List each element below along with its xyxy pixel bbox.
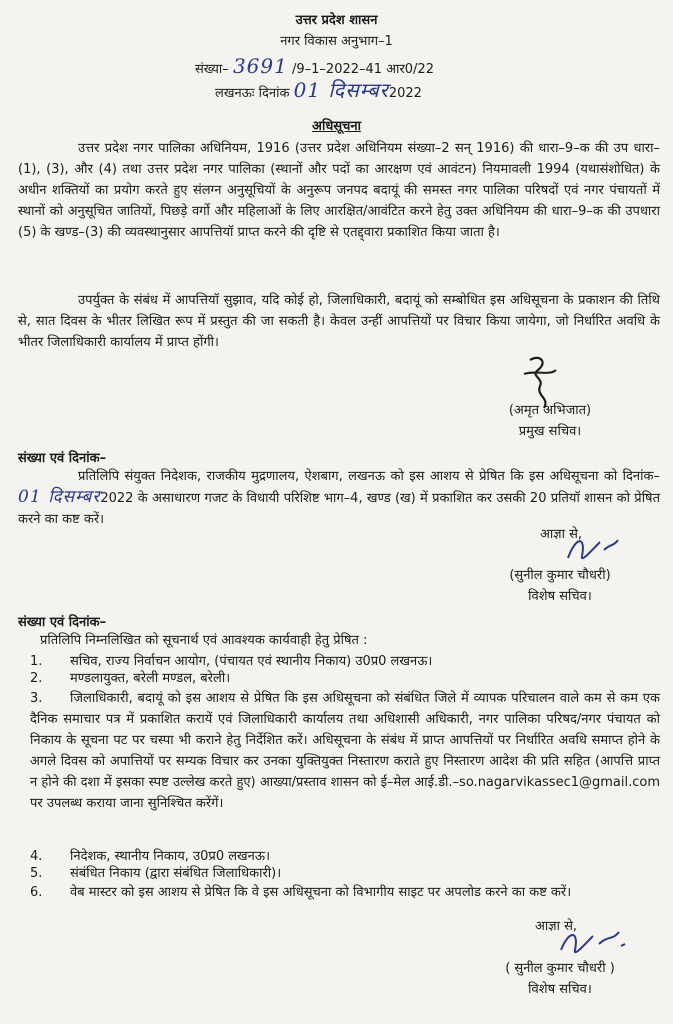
handwritten-date: 01 दिसम्बर <box>293 78 389 102</box>
list-item: 4. निदेशक, स्थानीय निकाय, उ0प्र0 लखनऊ। <box>30 849 271 864</box>
signature-mark <box>555 920 635 960</box>
copy1-by-order: आज्ञा से, <box>540 527 583 542</box>
signature-special-secretary-2 <box>555 920 635 960</box>
header-line-1: उत्तर प्रदेश शासन <box>295 13 378 28</box>
signatory-name: ( सुनील कुमार चौधरी ) <box>505 961 615 976</box>
notice-paragraph-2: उपर्युक्त के संबंध में आपत्तियॉ सुझाव, यदि कोई हो, जिलाधिकारी, बदायूं को सम्बोधित इस अधिसूचना के प्रकाशन की तिथि से, सात दिवस के भीतर लिखित रूप में प्रस्तुत की जा सकती है। केवल उन्हीं आपत्तियों पर विचार किया जायेगा, जो निर्धारित अवधि के भीतर जिलाधिकारी कार्यालय में प्राप्त होंगी। <box>18 293 660 350</box>
list-item: 2. मण्डलायुक्त, बरेली मण्डल, बरेली। <box>30 671 231 686</box>
signatory-title: प्रमुख सचिव। <box>518 424 582 439</box>
copy1-paragraph: प्रतिलिपि संयुक्त निदेशक, राजकीय मुद्रणालय, ऐशबाग, लखनऊ को इस आशय से प्रेषित कि इस अधिसूचना को दिनांक–01 दिसम्बर2022 के असाधारण गजट के विधायी परिशिष्ट भाग–4, खण्ड (ख) में प्रकाशित कर उसकी 20 प्रतियॉ शासन को प्रेषित करने का कष्ट करें। <box>18 469 660 527</box>
list-item: 3. जिलाधिकारी, बदायूं को इस आशय से प्रेषित कि इस अधिसूचना को संबंधित जिले में व्यापक परिचालन वाले कम से कम एक दैनिक समाचार पत्र में प्रकाशित करायें एवं जिलाधिकारी कार्यालय तथा अधिशासी अधिकारी, नगर पालिका परिषद/नगर पंचायत को निकाय के सूचना पट पर चस्पा भी कराने हेतु निर्देशित करें। अधिसूचना के संबंध में प्राप्त आपत्तियों पर निर्धारित अवधि समाप्त होने के अगले दिवस को अपात्तियों पर सम्यक विचार कर उनका युक्तियुक्त निस्तारण कराते हुए निस्तारण आदेश की प्रति सहित (आपत्ति प्राप्त न होने की दशा में इसका स्पष्ट उल्लेख करते हुए) आख्या/प्रस्ताव शासन को ई–मेल आई.डी.–so.nagarvikassec1@gmail.com पर उपलब्ध कराया जाना सुनिश्चित करेंगें। <box>30 691 660 811</box>
notice-title: अधिसूचना <box>312 119 361 134</box>
list-item: 1. सचिव, राज्य निर्वाचन आयोग, (पंचायत एवं स्थानीय निकाय) उ0प्र0 लखनऊ। <box>30 654 433 669</box>
signatory-name: (सुनील कुमार चौधरी) <box>509 568 611 583</box>
copy1-heading: संख्या एवं दिनांक– <box>18 451 107 466</box>
notice-paragraph-1: उत्तर प्रदेश नगर पालिका अधिनियम, 1916 (उत्तर प्रदेश अधिनियम संख्या–2 सन् 1916) की धारा–9–क की उप धारा–(1), (3), और (4) तथा उत्तर प्रदेश नगर पालिका (स्थानों और पदों का आरक्षण एवं आवंटन) नियमावली 1994 (यथासंशोधित) के अधीन शक्तियों का प्रयोग करते हुए संलग्न अनुसूचियों के अनुरूप जनपद बदायूं की समस्त नगर पालिका परिषदों एवं नगर पंचायतों में स्थानों को अनुसूचित जातियों, पिछड़े वर्गो और महिलाओं के लिए आरक्षित/आवंटित करने हेतु उक्त अधिनियम की धारा–9–क की उपधारा (5) के खण्ड–(3) की व्यवस्थानुसार आपत्तियॉ प्राप्त करने की दृष्टि से एतद्द्वारा प्रकाशित किया जाता है। <box>18 141 660 240</box>
reference-number: संख्या– 3691 /9–1–2022–41 आर0/22 <box>195 54 434 78</box>
copy1-signatory-block <box>485 565 635 607</box>
issue-date: लखनऊः दिनांक 01 दिसम्बर2022 <box>215 78 422 102</box>
header-line-2: नगर विकास अनुभाग–1 <box>280 34 393 49</box>
list-item: 5. संबंधित निकाय (द्वारा संबंधित जिलाधिकारी)। <box>30 866 282 881</box>
copy2-intro: प्रतिलिपि निम्नलिखित को सूचनार्थ एवं आवश्यक कार्यवाही हेतु प्रेषित : <box>40 633 368 648</box>
government-title <box>0 10 673 52</box>
notice-title-wrap <box>0 116 673 137</box>
copy2-by-order: आज्ञा से, <box>535 919 578 934</box>
principal-secretary-block <box>480 400 620 442</box>
signatory-title: विशेष सचिव। <box>528 589 592 604</box>
copy2-heading: संख्या एवं दिनांक– <box>18 615 107 630</box>
list-item: 6. वेब मास्टर को इस आशय से प्रेषित कि वे इस अधिसूचना को विभागीय साइट पर अपलोड करने का कष्ट करें। <box>30 885 572 900</box>
signature-special-secretary-1 <box>560 528 630 568</box>
signatory-title: विशेष सचिव। <box>528 982 592 997</box>
signature-mark <box>560 528 630 568</box>
handwritten-number: 3691 <box>232 54 288 78</box>
copy2-signatory-block <box>480 958 640 1000</box>
copy1-handwritten-date: 01 दिसम्बर <box>18 487 101 507</box>
signatory-name: (अमृत अभिजात) <box>508 403 592 418</box>
